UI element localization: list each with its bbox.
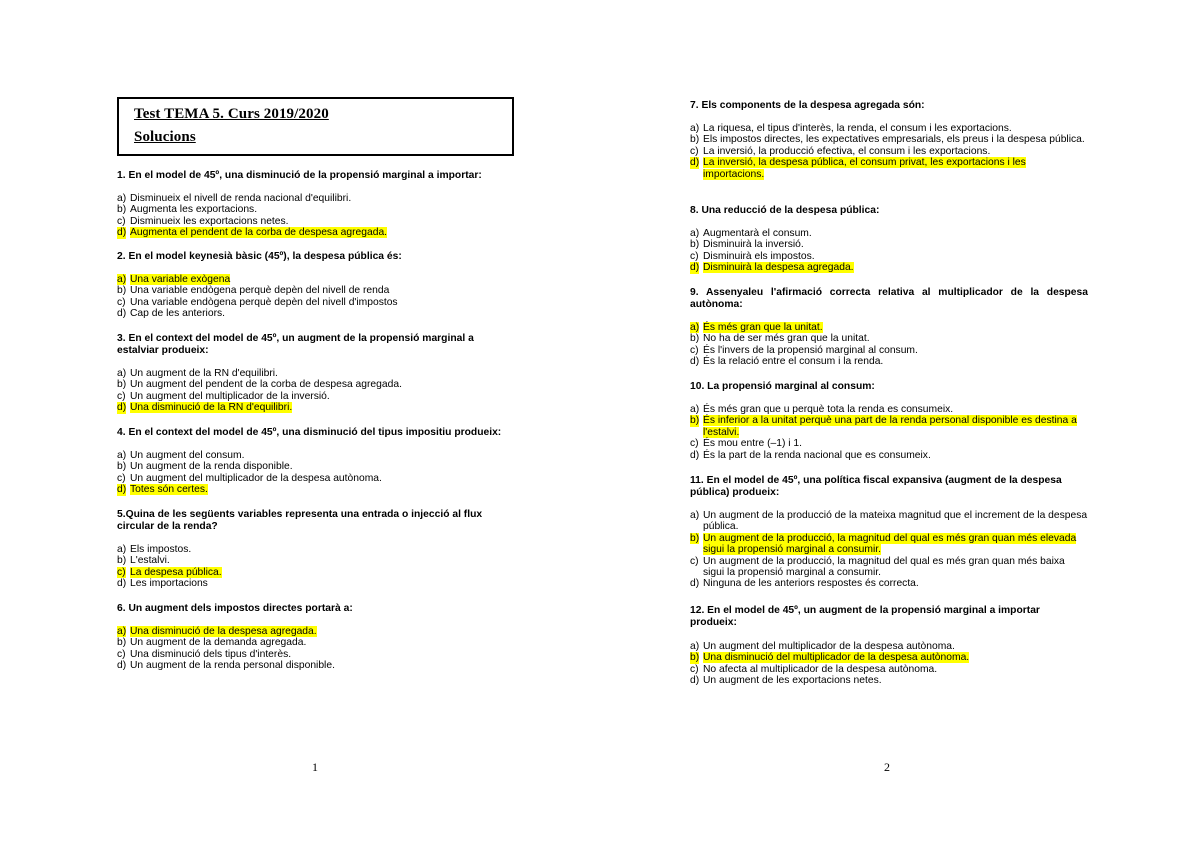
question-4: 4. En el context del model de 45º, una disminució del tipus impositiu produeix: [117, 427, 502, 438]
option-4c: c) Un augment del multiplicador de la despesa autònoma. [117, 472, 382, 484]
question-12-options [690, 641, 1088, 687]
question-2: 2. En el model keynesià bàsic (45º), la despesa pública és: [117, 251, 402, 262]
option-2a-correct: a) Una variable exògena [117, 274, 231, 285]
option-3c: c) Un augment del multiplicador de la inversió. [117, 390, 330, 402]
option-3a: a) Un augment de la RN d'equilibri. [117, 368, 278, 379]
option-10d: d) És la part de la renda nacional que es consumeix. [690, 449, 931, 461]
option-7d-correct: d) La inversió, la despesa pública, el consum privat, les exportacions i les importacions. [690, 157, 1026, 180]
option-9d: d) És la relació entre el consum i la renda. [690, 356, 884, 368]
option-9c: c) És l'invers de la propensió marginal al consum. [690, 344, 918, 356]
document-subtitle: Solucions [134, 129, 196, 145]
option-8b: b) Disminuirà la inversió. [690, 239, 804, 251]
option-2c: c) Una variable endògena perquè depèn del nivell d'impostos [117, 296, 398, 308]
option-12c: c) No afecta al multiplicador de la despesa autònoma. [690, 663, 938, 675]
question-3-options [117, 368, 515, 414]
option-5b: b) L'estalvi. [117, 555, 170, 567]
option-8a: a) Augmentarà el consum. [690, 228, 812, 239]
option-4d-correct: d) Totes són certes. [117, 484, 208, 496]
question-8: 8. Una reducció de la despesa pública: [690, 205, 880, 216]
title-box [117, 97, 514, 156]
option-4b: b) Un augment de la renda disponible. [117, 461, 293, 473]
option-11d: d) Ninguna de les anteriors respostes és correcta. [690, 578, 919, 590]
question-4-options [117, 450, 515, 496]
document-title: Test TEMA 5. Curs 2019/2020 [134, 106, 329, 122]
question-11: 11. En el model de 45º, una política fiscal expansiva (augment de la despesa pública) produeix: [690, 475, 1062, 498]
option-9b: b) No ha de ser més gran que la unitat. [690, 333, 870, 345]
question-6: 6. Un augment dels impostos directes portarà a: [117, 603, 353, 614]
question-9: 9. Assenyaleu l'afirmació correcta relativa al multiplicador de la despesa autònoma: [690, 287, 1088, 310]
question-2-options [117, 274, 515, 320]
page-number-1: 1 [312, 760, 318, 774]
option-12d: d) Un augment de les exportacions netes. [690, 675, 882, 687]
option-3d-correct: d) Una disminució de la RN d'equilibri. [117, 402, 293, 414]
option-5c-correct: c) La despesa pública. [117, 566, 222, 578]
question-7: 7. Els components de la despesa agregada són: [690, 100, 925, 111]
option-1b: b) Augmenta les exportacions. [117, 204, 258, 216]
option-6b: b) Un augment de la demanda agregada. [117, 637, 307, 649]
option-10c: c) És mou entre (–1) i 1. [690, 438, 803, 450]
option-8d-correct: d) Disminuirà la despesa agregada. [690, 262, 854, 274]
option-9a-correct: a) És més gran que la unitat. [690, 322, 823, 333]
option-1d-correct: d) Augmenta el pendent de la corba de despesa agregada. [117, 227, 388, 239]
page-number-2: 2 [884, 760, 890, 774]
option-11c: c) Un augment de la producció, la magnitud del qual es més gran quan més baixa sigui la propensió marginal a consumir. [690, 555, 1065, 579]
option-7a: a) La riquesa, el tipus d'interès, la renda, el consum i les exportacions. [690, 123, 1012, 134]
option-11b-correct: b) Un augment de la producció, la magnitud del qual es més gran quan més elevada sigui la propensió marginal a consumir. [690, 532, 1077, 556]
question-12: 12. En el model de 45º, un augment de la propensió marginal a importar produeix: [690, 605, 1040, 628]
option-5d: d) Les importacions [117, 578, 208, 590]
option-3b: b) Un augment del pendent de la corba de despesa agregada. [117, 379, 402, 391]
option-11a: a) Un augment de la producció de la mateixa magnitud que el increment de la despesa pública. [690, 510, 1088, 533]
question-8-options [690, 228, 1088, 274]
question-6-options [117, 626, 515, 672]
question-1: 1. En el model de 45º, una disminució de la propensió marginal a importar: [117, 170, 482, 181]
option-4a: a) Un augment del consum. [117, 450, 245, 461]
option-2b: b) Una variable endògena perquè depèn del nivell de renda [117, 285, 390, 297]
option-7c: c) La inversió, la producció efectiva, el consum i les exportacions. [690, 145, 991, 157]
option-6d: d) Un augment de la renda personal disponible. [117, 660, 335, 672]
question-10: 10. La propensió marginal al consum: [690, 381, 875, 392]
option-1c: c) Disminueix les exportacions netes. [117, 215, 289, 227]
question-7-options [690, 123, 1088, 180]
option-6c: c) Una disminució dels tipus d'interès. [117, 648, 292, 660]
question-5-options [117, 544, 515, 590]
question-5: 5.Quina de les següents variables representa una entrada o injecció al flux circular de la renda? [117, 509, 483, 532]
option-12b-correct: b) Una disminució del multiplicador de la despesa autònoma. [690, 652, 970, 664]
option-10a: a) És més gran que u perquè tota la renda es consumeix. [690, 404, 954, 415]
option-12a: a) Un augment del multiplicador de la despesa autònoma. [690, 641, 955, 652]
question-11-options [690, 510, 1088, 590]
option-10b-correct: b) És inferior a la unitat perquè una part de la renda personal disponible es destina a l'estalvi. [690, 415, 1077, 438]
option-2d: d) Cap de les anteriors. [117, 308, 226, 320]
option-5a: a) Els impostos. [117, 544, 192, 555]
option-1a: a) Disminueix el nivell de renda nacional d'equilibri. [117, 193, 352, 204]
question-10-options [690, 404, 1088, 461]
option-7b: b) Els impostos directes, les expectatives empresarials, els preus i la despesa pública. [690, 134, 1085, 146]
question-1-options [117, 193, 515, 239]
option-6a-correct: a) Una disminució de la despesa agregada. [117, 626, 317, 637]
question-9-options [690, 322, 1088, 368]
option-8c: c) Disminuirà els impostos. [690, 250, 815, 262]
question-3: 3. En el context del model de 45º, un augment de la propensió marginal a estalviar produeix: [117, 333, 474, 356]
